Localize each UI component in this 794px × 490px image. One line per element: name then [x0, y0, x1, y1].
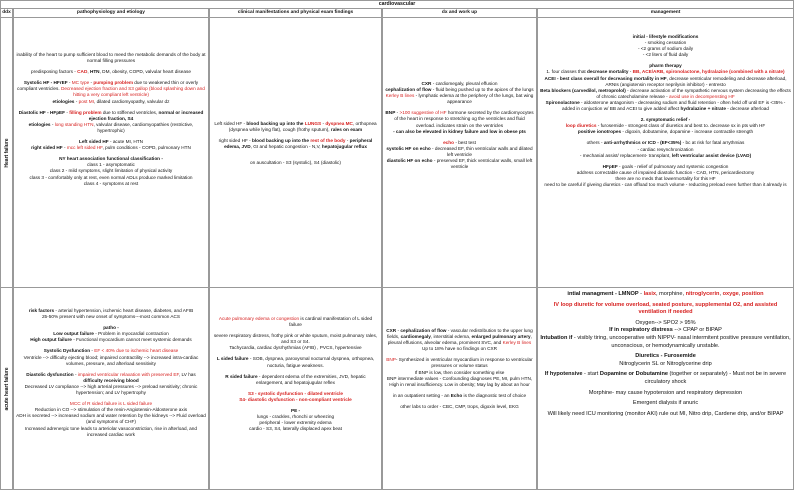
- note-text: patho -: [103, 325, 119, 331]
- note-text: severe respiratory distress, frothy pink or white sputum, moist pulmonary rales, and S3 or S4.: [213, 333, 378, 345]
- note-text: Diastolic dysfunction: [26, 371, 74, 377]
- note-text: Low output failure: [53, 331, 94, 337]
- note-line: [540, 302, 791, 317]
- note-text: ,: [87, 69, 90, 75]
- note-text: Up to 18% have no findings on CXR: [421, 346, 498, 352]
- note-text: - aldosterone antagonism - decreasing sodium and fluid retention - often held off until EF is <35% - added in conjuction w/ BB and ACEI to give added affect: [562, 99, 786, 112]
- note-text: Ventricle --> difficulty ejecting blood; impaired contractility --> increased intra-cardiac volumes, pressure, and afterload sensitivity: [23, 354, 199, 366]
- row-label-heart-failure: [0, 18, 13, 288]
- note-text: peripheral - lower extremity edema: [259, 420, 332, 426]
- note-line: [212, 121, 379, 133]
- note-text: diastolic HF on echo: [386, 158, 433, 164]
- note-text: - lymphatic edema at the periphery of the lungs, bat wing appearance: [414, 93, 534, 105]
- note-text: , dilated cardiomyopathy, valvular dz: [93, 98, 170, 104]
- note-text: Kerley B lines: [502, 340, 532, 346]
- note-text: is cardinal manifestation of L sided failure: [289, 316, 373, 328]
- note-text: ADH is secreted --> increased sodium and water retention by the kidneys --> Fluid overload (and symptoms of CHF): [16, 413, 206, 425]
- note-text: PE -: [290, 408, 301, 414]
- note-line: [540, 411, 791, 419]
- note-text: Intubation if: [540, 334, 573, 341]
- note-text: - bc at risk for fatal arrythmias: [681, 140, 745, 146]
- note-text: hydralazine + nitrate: [680, 106, 726, 112]
- note-text: rest of the body: [310, 138, 346, 144]
- note-text: - decrease afterload: [725, 106, 769, 112]
- note-text: Kerley B lines: [385, 93, 415, 99]
- note-text: post MI: [78, 98, 94, 104]
- note-text: cardio - S3, S4, laterally displaced apex beat: [249, 426, 342, 432]
- note-line: [540, 371, 791, 386]
- note-text: oxyge: [722, 291, 739, 297]
- note-line: [16, 355, 206, 367]
- note-text: Left sided HF: [78, 139, 109, 145]
- note-text: - SOB, dyspnea, paroxysmal nocturnal dyspnea, orthopnea, nocturia, fatigue weakness.: [248, 356, 375, 368]
- note-text: , morphine,: [656, 291, 686, 297]
- note-text: inability of the heart to pump sufficient blood to meed the metabolic demands of the body at normal filling pressures: [16, 52, 206, 64]
- ahf-clinical-cell: [209, 288, 382, 490]
- note-text: - cardiac resynchronization: [637, 146, 694, 152]
- note-text: hormone secreted by the cardiomyocytes of the heart in response to stretching og the ventricles and fluid overload. indicates strain on the ventricles: [394, 110, 534, 128]
- note-text: decrease mortality: [587, 69, 629, 75]
- note-text: -: [74, 98, 79, 104]
- note-text: BNP intermediate values - Confounding diagnoses PE, MI, pulm HTN, High in renal insufficiency. Low in obesity; May lag by about an hour: [386, 375, 533, 387]
- note-text: - vascular redistribution to the upper lung fields,: [387, 328, 533, 340]
- note-text: CXR: [386, 328, 397, 333]
- note-line: [385, 158, 534, 170]
- note-line: [16, 426, 206, 438]
- note-text: anti-arrhythmics or ICD - (EF<35%): [603, 140, 682, 146]
- ahf-management-cell: [537, 288, 794, 490]
- note-text: -: [62, 145, 67, 151]
- note-text: - smoking cessation: [644, 40, 687, 46]
- note-text: - decreased EF, thin ventricular walls and dilated left ventricle: [430, 145, 533, 157]
- note-text: , orthopnea (dyspnea while lying flat), cough (frothy sputum),: [228, 121, 377, 133]
- note-text: class 1 - asymptomatic: [87, 162, 135, 168]
- note-text: -: [345, 138, 350, 144]
- note-text: High output failure: [30, 337, 72, 343]
- note-text: right sided HF: [31, 145, 63, 151]
- note-text: loop diuretics: [565, 123, 597, 129]
- note-text: CAD: [77, 69, 88, 75]
- note-text: due to weakened thin or overly compliant ventricles.: [17, 80, 199, 92]
- note-text: LUNGS: [304, 121, 322, 126]
- note-text: - mechanial assist/ replacement- transplant,: [579, 152, 672, 158]
- note-text: -: [638, 291, 644, 297]
- note-line: [16, 372, 206, 384]
- note-line: [212, 160, 379, 166]
- note-text: If hypotensive: [544, 371, 583, 378]
- note-text: in an outpatient setting - an: [392, 392, 451, 398]
- note-text: -: [67, 80, 72, 86]
- note-text: Spironolactone: [545, 99, 580, 105]
- header-clinical: clinical manifestations and physical exam findings: [209, 9, 382, 18]
- note-text: - dependent edema of the extremities, JVD, hepatic enlargement, and hepatojugular reflex: [256, 373, 366, 385]
- note-line: [16, 337, 206, 343]
- note-line: [540, 100, 791, 112]
- note-text: -: [396, 328, 401, 333]
- note-text: (together or separately) - Must not be in severe circulatory shock: [644, 371, 787, 385]
- note-text: cardiomegaly: [400, 334, 431, 340]
- note-text: - arterial hypertension, ischemic heart disease, diabetes, and AFIB: [54, 308, 194, 313]
- note-line: [16, 384, 206, 396]
- note-text: avoid use in decompensting HF: [669, 93, 735, 99]
- note-text: - cardiomegaly, pleural effusion: [431, 81, 498, 86]
- note-line: [16, 314, 206, 320]
- header-workup: dx and work up: [382, 9, 537, 18]
- note-text: - goals - relief of pulmonary and systemic congestion: [617, 163, 729, 169]
- header-patho: pathophysiology and etiology: [13, 9, 209, 18]
- note-text: - digoxin, dobutamine, dopamine - increase contractile strength: [621, 129, 754, 135]
- note-text: impaired ventricular relaxation with preserved EF: [77, 371, 179, 377]
- note-line: [385, 93, 534, 105]
- note-text: HFpEF: [602, 163, 618, 169]
- note-line: [540, 400, 791, 408]
- note-text: BNP: [385, 110, 396, 116]
- ahf-workup-cell: [382, 288, 537, 490]
- note-text: MCC of R sided failure is L sided failure: [69, 401, 153, 407]
- note-text: -: [73, 371, 78, 377]
- note-line: [540, 76, 791, 88]
- note-text: mcc left sided HF: [66, 145, 103, 151]
- note-line: [212, 374, 379, 386]
- note-text: initial - lifestyle modifications: [632, 34, 699, 39]
- note-text: - decrease activation of the sympathetic nervous system decreasing the effects of chronic catecholamine release -: [596, 87, 791, 99]
- note-text: lasix: [643, 291, 657, 297]
- note-text: L sided failure: [216, 356, 249, 362]
- note-line: [212, 345, 379, 351]
- note-text: rales on exam: [330, 127, 363, 133]
- note-text: address correctable cause of impaired diastolic function - CAD, HTN, pericardiectomy: [576, 169, 755, 175]
- note-text: -: [395, 110, 400, 116]
- note-text: EF < 40% due to ischemic heart disease: [94, 348, 179, 354]
- note-text: ,: [738, 291, 742, 297]
- note-text: Left sided HF -: [214, 121, 247, 126]
- note-text: , pleural effusions, alveolar edema, prominent SVC, and: [387, 334, 532, 346]
- note-line: [385, 393, 534, 399]
- note-text: Systolic HF - HFrEF: [23, 80, 68, 86]
- note-line: [540, 390, 791, 398]
- note-text: enlarged pulmonary artery: [471, 334, 531, 340]
- note-text: is the diagnostic test of choice: [462, 392, 527, 398]
- note-line: [212, 138, 379, 150]
- note-text: -: [628, 69, 633, 75]
- note-text: dyspnea MC: [325, 121, 353, 126]
- note-text: due to stiffened ventricles,: [101, 109, 159, 115]
- note-text: others -: [586, 140, 604, 146]
- note-text: , valvular disease, cardiomyopathies (restrictive, hypertrophic): [93, 121, 194, 133]
- hf-clinical-cell: [209, 18, 382, 288]
- note-text: blood backing up into the: [251, 138, 311, 144]
- note-text: hepatojugular reflux: [321, 144, 367, 150]
- note-text: - preserved EF, thick ventricular walls, small left ventricle: [432, 158, 533, 170]
- note-text: there are no meds that lowermortality for this HF: [615, 175, 716, 181]
- note-text: class 4 - symptoms at rest: [83, 180, 139, 186]
- note-line: [540, 291, 791, 299]
- note-text: - <2 liters of fluid daily: [642, 52, 689, 58]
- note-text: , GI and hepatic congestion - N,V,: [250, 144, 322, 150]
- note-text: blood backing up into the: [246, 121, 305, 126]
- note-text: --> CPAP or BIPAP: [672, 327, 722, 334]
- note-text: echo: [443, 139, 455, 145]
- hf-management-cell: [537, 18, 794, 288]
- note-text: Morphine- may cause hypotension and respiratory depression: [588, 389, 743, 396]
- hf-workup-cell: [382, 18, 537, 288]
- note-text: Echo: [450, 392, 463, 398]
- note-text: on auscultation - S3 (systolic), S4 (diastolic): [250, 160, 341, 166]
- note-text: - <2 grams of sodium daily: [637, 46, 694, 52]
- note-text: cephalization of flow: [385, 87, 432, 93]
- note-text: Dopamine or Dobutamine: [599, 371, 668, 378]
- note-text: lungs - crackles, rhonchi or wheezing: [256, 414, 335, 420]
- note-text: difficulty receiving blood: [83, 377, 139, 383]
- note-line: [16, 122, 206, 134]
- row-label-heart-failure-text: Heart failure: [3, 137, 10, 168]
- note-text: - Functional myocardium cannot meet systemic demands: [71, 337, 192, 343]
- note-line: [212, 316, 379, 328]
- note-text: - Problem in myocardial contraction: [93, 331, 169, 337]
- note-text: position: [741, 291, 764, 297]
- note-text: , DM, obesity, COPD, valvular heart disease: [99, 69, 191, 75]
- note-text: filling problem: [69, 109, 102, 115]
- note-text: nitroglycerin: [685, 291, 720, 297]
- note-text: intial managment - LMNOP: [567, 291, 639, 297]
- note-text: etiologies: [52, 98, 75, 104]
- note-text: cephalization of flow: [400, 328, 447, 333]
- note-line: [385, 376, 534, 388]
- note-text: Nitroglycerin SL or Nitroglycerine drip: [619, 360, 712, 367]
- row-label-acute-heart-failure-text: acute heart failure: [3, 366, 10, 411]
- note-line: [540, 327, 791, 335]
- note-text: normal or increased ejection fraction, S4: [88, 109, 204, 121]
- note-text: Systolic Dysfunction: [43, 348, 91, 354]
- note-text: right sided HF -: [218, 138, 252, 144]
- note-line: [16, 69, 206, 75]
- note-text: - Synthesized in ventricular myocardium in response to ventricular pressures or volume status: [395, 357, 533, 369]
- note-text: - fluid being pushed up to the apices of the lungs: [431, 87, 534, 93]
- note-text: NY heart association functional classification -: [59, 156, 163, 162]
- note-text: - start: [582, 371, 600, 378]
- ahf-patho-cell: [13, 288, 209, 490]
- note-text: -: [89, 80, 94, 86]
- note-text: Tachycardia, cardiac dysrhythmias (AFIB) , PVCS, hypertensive: [229, 345, 362, 351]
- note-text: Diuretics - Furosemide: [635, 353, 696, 360]
- note-line: [16, 413, 206, 425]
- note-text: BNP: [386, 357, 396, 363]
- note-text: ACEI - best class overall for decreasing mortality in HF: [544, 75, 667, 81]
- note-text: ,: [719, 291, 723, 297]
- note-line: [16, 145, 206, 151]
- note-text: - acute MI, HTN: [108, 139, 144, 145]
- header-ddx: ddx: [0, 9, 13, 18]
- note-text: Will likely need ICU monitoring (monitor AKI) rule out MI, Nitro drip, Cardene drip, and/or BIPAP: [547, 410, 784, 417]
- note-text: etiologies: [28, 121, 51, 127]
- note-text: R sided failure: [225, 373, 258, 379]
- note-text: IV loop diuretic for volume overload, seated posture, supplemental O2, and assisted ventilation if needed: [553, 301, 778, 316]
- row-label-acute-heart-failure: [0, 288, 13, 490]
- note-line: [212, 333, 379, 345]
- note-line: [385, 328, 534, 346]
- note-text: pharm therapy: [649, 63, 682, 69]
- note-text: - can also be elevated in kidney failure and low in obese pts: [393, 128, 526, 134]
- note-text: Decreased ejection fraction and S3 gallop (blood splashing down and hitting a very compliant left ventricle): [60, 86, 205, 98]
- note-line: [385, 110, 534, 128]
- note-text: MC type: [71, 80, 90, 86]
- note-text: class 3 - comfortably only at rest, even normal ADLs produce marked limitation: [29, 174, 193, 180]
- hf-patho-cell: [13, 18, 209, 288]
- note-text: - visibly tiring, uncooperative with NIPPV- nasal intermitent positive pressure ventilation, unconscious, or hemodynamically unstable.: [572, 334, 791, 349]
- note-line: [385, 129, 534, 135]
- note-line: [540, 335, 791, 350]
- note-line: [16, 181, 206, 187]
- note-text: S3 - systolic dysfunction - dilated ventricle: [247, 390, 344, 396]
- note-text: Acute pulmonary edema or congestion: [218, 316, 300, 321]
- note-line: [540, 182, 791, 188]
- header-management: management: [537, 9, 794, 18]
- note-line: [16, 80, 206, 98]
- note-text: class 2 - mild symptoms, slight limitation of physical activity: [49, 168, 173, 174]
- note-line: [385, 404, 534, 410]
- sheet-title: cardiovascular: [0, 0, 794, 9]
- note-text: -: [50, 121, 55, 127]
- note-text: need to be careful if giveing diuretics - can offload too much volume - reducting preload even further than it already is: [544, 181, 787, 187]
- note-line: [16, 110, 206, 122]
- note-text: -: [90, 348, 95, 354]
- note-text: 25-50% present with new onset of symptoms---most common ACS: [41, 314, 181, 320]
- note-text: , interstitial edema,: [430, 334, 472, 340]
- note-text: -: [65, 109, 70, 115]
- note-text: - best test: [454, 139, 476, 145]
- note-text: long standing HTN: [54, 121, 94, 127]
- note-text: predisposing factors -: [31, 69, 78, 75]
- note-line: [385, 146, 534, 158]
- note-line: [385, 357, 534, 369]
- note-text: >100 suggestive of HF: [399, 110, 447, 116]
- note-line: [540, 320, 791, 328]
- note-text: BB, ACE/ARB, spironolactone, hydralazine (combined with a nitrate): [632, 69, 785, 75]
- note-text: 2. symptomatic relief -: [640, 117, 691, 123]
- note-text: Beta blockers (carvedilol, metroprolol): [540, 87, 626, 93]
- note-text: -: [321, 121, 326, 126]
- note-line: [16, 52, 206, 64]
- note-text: Emergent dialysis if anuric: [632, 400, 699, 407]
- note-text: peripheral edema, JVD: [224, 138, 373, 150]
- note-text: Reduction in CO --> stimulation of the renin-Angiotensin-Aldosterone axis: [34, 407, 188, 413]
- note-line: [540, 88, 791, 100]
- note-text: HTN: [89, 69, 100, 75]
- note-text: , decrease ventricular remodeling and decrease afterload, ARNIs (angiotensin receptor neprilysin inhibitor) - entresto: [605, 75, 787, 87]
- note-text: Increased adrenergic tone leads to arteriolar vasoconstriction, rise in afterload, and increased cardiac work: [25, 425, 197, 437]
- note-text: S4- diastolic dysfunction - non-compliant ventricle: [239, 396, 352, 402]
- note-text: systolic HF on echo: [386, 145, 431, 151]
- note-text: 1. four classes that: [546, 69, 588, 75]
- note-text: Oxygen--> SPO2 > 95%: [635, 319, 696, 326]
- note-text: pumping problem: [93, 80, 133, 86]
- note-text: If BNP is low, then consider something else: [414, 369, 505, 375]
- note-text: Decreased LV compliance --> high arterial pressures --> preload sensitivity; chronic hypertension; and LV hypertrophy: [24, 383, 198, 396]
- note-text: , LV has: [178, 371, 196, 377]
- note-text: positive ionotropes: [577, 129, 622, 135]
- note-text: , pulm conditions - COPD, pulmonary HTN: [102, 145, 191, 151]
- note-text: - furosemide - strongest class of diuretics and best to. decrease sx in pts with HF: [596, 123, 766, 129]
- note-line: [540, 353, 791, 361]
- note-line: [540, 361, 791, 369]
- note-line: [212, 356, 379, 368]
- note-text: other labs to order - CBC, CMP, trops, digoxin level, EKG: [400, 403, 519, 409]
- note-text: If in respiratory distress: [609, 327, 673, 334]
- note-text: Diastolic HF - HFpEF: [18, 109, 66, 115]
- note-text: risk factors: [28, 308, 55, 313]
- note-text: CXR: [421, 81, 432, 86]
- note-text: left ventricular assist device (LVAD): [671, 152, 752, 158]
- note-line: [212, 426, 379, 432]
